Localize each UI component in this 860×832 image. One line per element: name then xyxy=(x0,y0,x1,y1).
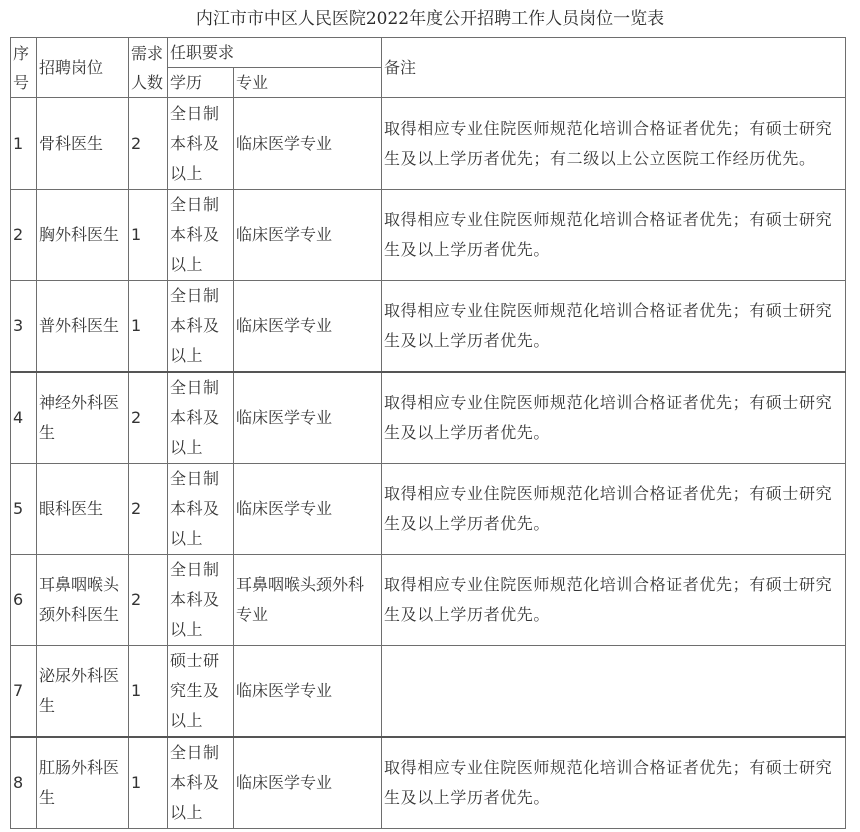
cell-count: 1 xyxy=(129,190,168,281)
cell-education: 全日制本科及以上 xyxy=(168,281,234,373)
table-row xyxy=(11,190,846,281)
cell-note xyxy=(382,646,846,738)
cell-major: 临床医学专业 xyxy=(234,737,382,829)
cell-seq: 4 xyxy=(11,372,37,464)
cell-post: 骨科医生 xyxy=(37,98,129,190)
cell-major: 耳鼻咽喉头颈外科专业 xyxy=(234,555,382,646)
cell-education: 硕士研究生及以上 xyxy=(168,646,234,738)
cell-count: 2 xyxy=(129,98,168,190)
cell-education: 全日制本科及以上 xyxy=(168,98,234,190)
cell-note: 取得相应专业住院医师规范化培训合格证者优先；有硕士研究生及以上学历者优先。 xyxy=(382,281,846,373)
cell-post: 胸外科医生 xyxy=(37,190,129,281)
header-requirements: 任职要求 xyxy=(168,38,382,68)
cell-count: 2 xyxy=(129,372,168,464)
positions-table xyxy=(10,37,846,829)
cell-seq: 6 xyxy=(11,555,37,646)
cell-count: 1 xyxy=(129,737,168,829)
cell-post: 耳鼻咽喉头颈外科医生 xyxy=(37,555,129,646)
page-title: 内江市市中区人民医院2022年度公开招聘工作人员岗位一览表 xyxy=(195,9,665,29)
cell-seq: 1 xyxy=(11,98,37,190)
header-seq: 序号 xyxy=(11,38,37,98)
cell-major: 临床医学专业 xyxy=(234,98,382,190)
cell-seq: 8 xyxy=(11,737,37,829)
header-row xyxy=(11,38,846,68)
table-row xyxy=(11,372,846,464)
table-row xyxy=(11,555,846,646)
cell-seq: 2 xyxy=(11,190,37,281)
cell-seq: 5 xyxy=(11,464,37,555)
cell-education: 全日制本科及以上 xyxy=(168,737,234,829)
cell-education: 全日制本科及以上 xyxy=(168,555,234,646)
table-row xyxy=(11,646,846,738)
cell-major: 临床医学专业 xyxy=(234,190,382,281)
cell-major: 临床医学专业 xyxy=(234,372,382,464)
header-post: 招聘岗位 xyxy=(37,38,129,98)
header-count: 需求人数 xyxy=(129,38,168,98)
header-note: 备注 xyxy=(382,38,846,98)
cell-major: 临床医学专业 xyxy=(234,281,382,373)
cell-note: 取得相应专业住院医师规范化培训合格证者优先；有硕士研究生及以上学历者优先。 xyxy=(382,737,846,829)
cell-count: 1 xyxy=(129,646,168,738)
cell-post: 普外科医生 xyxy=(37,281,129,373)
table-row xyxy=(11,281,846,373)
cell-education: 全日制本科及以上 xyxy=(168,372,234,464)
cell-post: 泌尿外科医生 xyxy=(37,646,129,738)
table-body xyxy=(11,38,846,829)
cell-post: 肛肠外科医生 xyxy=(37,737,129,829)
cell-education: 全日制本科及以上 xyxy=(168,464,234,555)
cell-note: 取得相应专业住院医师规范化培训合格证者优先；有硕士研究生及以上学历者优先。 xyxy=(382,372,846,464)
cell-seq: 7 xyxy=(11,646,37,738)
table-row xyxy=(11,464,846,555)
table-row xyxy=(11,737,846,829)
cell-note: 取得相应专业住院医师规范化培训合格证者优先；有硕士研究生及以上学历者优先。 xyxy=(382,555,846,646)
cell-count: 2 xyxy=(129,464,168,555)
cell-count: 2 xyxy=(129,555,168,646)
cell-major: 临床医学专业 xyxy=(234,646,382,738)
cell-seq: 3 xyxy=(11,281,37,373)
cell-major: 临床医学专业 xyxy=(234,464,382,555)
cell-count: 1 xyxy=(129,281,168,373)
cell-note: 取得相应专业住院医师规范化培训合格证者优先；有硕士研究生及以上学历者优先。 xyxy=(382,190,846,281)
cell-note: 取得相应专业住院医师规范化培训合格证者优先；有硕士研究生及以上学历者优先；有二级以上公立医院工作经历优先。 xyxy=(382,98,846,190)
cell-note: 取得相应专业住院医师规范化培训合格证者优先；有硕士研究生及以上学历者优先。 xyxy=(382,464,846,555)
cell-post: 神经外科医生 xyxy=(37,372,129,464)
table-row xyxy=(11,98,846,190)
header-major: 专业 xyxy=(234,68,382,98)
cell-post: 眼科医生 xyxy=(37,464,129,555)
header-education: 学历 xyxy=(168,68,234,98)
cell-education: 全日制本科及以上 xyxy=(168,190,234,281)
